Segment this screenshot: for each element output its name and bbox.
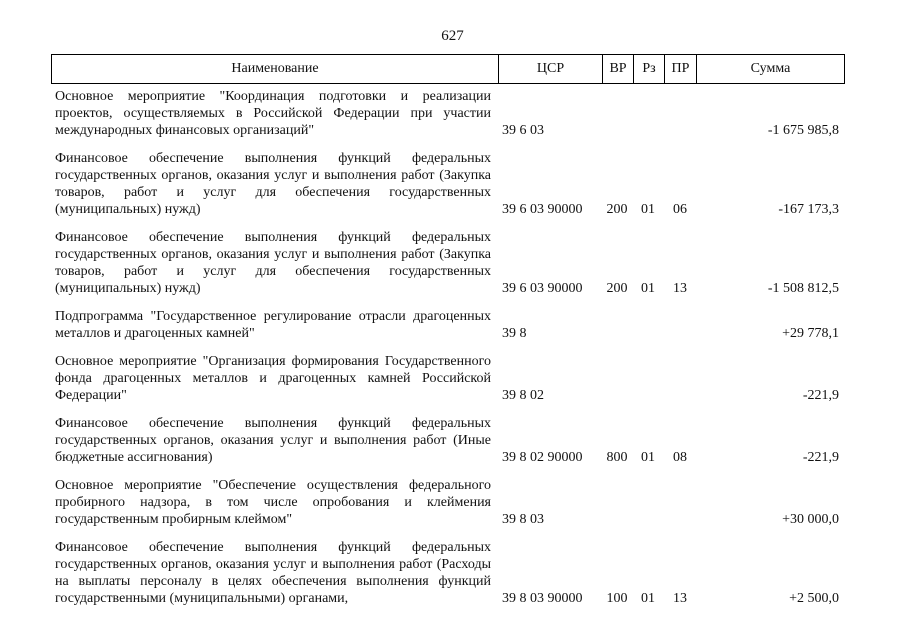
page-number: 627 (441, 28, 464, 44)
row-pr: 13 (673, 281, 687, 296)
row-csr: 39 6 03 90000 (502, 281, 583, 296)
header-csr: ЦСР (499, 55, 603, 83)
table-row (51, 150, 845, 218)
row-rz: 01 (641, 450, 655, 465)
table-row (51, 229, 845, 297)
row-name: Основное мероприятие "Координация подготовки и реализации проектов, осуществляемых в Российской Федерации при участии международных финансовых организаций" (55, 89, 491, 138)
row-rz: 01 (641, 281, 655, 296)
table-row (51, 353, 845, 404)
row-pr: 06 (673, 202, 687, 217)
row-vr: 200 (606, 281, 628, 296)
row-sum: +30 000,0 (782, 512, 839, 527)
table-row (51, 308, 845, 342)
row-sum: -1 675 985,8 (767, 123, 839, 138)
row-sum: +29 778,1 (782, 326, 839, 341)
row-csr: 39 6 03 90000 (502, 202, 583, 217)
header-rz: Рз (634, 55, 665, 83)
row-csr: 39 8 02 90000 (502, 450, 583, 465)
row-vr: 200 (606, 202, 628, 217)
table-body (51, 88, 845, 618)
row-csr: 39 8 03 90000 (502, 591, 583, 606)
header-vr: ВР (603, 55, 634, 83)
header-name: Наименование (52, 55, 499, 83)
row-csr: 39 8 03 (502, 512, 544, 527)
table-row (51, 539, 845, 607)
header-pr: ПР (665, 55, 697, 83)
row-pr: 13 (673, 591, 687, 606)
table-row (51, 477, 845, 528)
header-sum: Сумма (750, 61, 791, 76)
row-name: Финансовое обеспечение выполнения функций федеральных государственных органов, оказания услуг и выполнения работ (Иные бюджетные ассигнования) (55, 416, 491, 465)
row-sum: -221,9 (802, 388, 839, 403)
row-rz: 01 (641, 202, 655, 217)
row-rz: 01 (641, 591, 655, 606)
row-csr: 39 6 03 (502, 123, 544, 138)
row-pr: 08 (673, 450, 687, 465)
row-csr: 39 8 (502, 326, 527, 341)
table-header (51, 54, 845, 84)
row-vr: 800 (606, 450, 628, 465)
row-sum: -167 173,3 (778, 202, 839, 217)
row-csr: 39 8 02 (502, 388, 544, 403)
row-name: Финансовое обеспечение выполнения функций федеральных государственных органов, оказания услуг и выполнения работ (Закупка товаров, работ и услуг для обеспечения государственных (муниципальных) нужд) (55, 230, 491, 296)
row-sum: +2 500,0 (789, 591, 839, 606)
row-name: Основное мероприятие "Организация формирования Государственного фонда драгоценных металлов и драгоценных камней Российской Федерации" (55, 354, 491, 403)
row-name: Финансовое обеспечение выполнения функций федеральных государственных органов, оказания услуг и выполнения работ (Расходы на выплаты персоналу в целях обеспечения выполнения функций государственными (муниципальными) органами, (55, 540, 491, 606)
row-name: Основное мероприятие "Обеспечение осуществления федерального пробирного надзора, в том числе опробования и клеймения государственным пробирным клеймом" (55, 478, 491, 527)
row-name: Подпрограмма "Государственное регулирование отрасли драгоценных металлов и драгоценных камней" (55, 309, 491, 341)
row-name: Финансовое обеспечение выполнения функций федеральных государственных органов, оказания услуг и выполнения работ (Закупка товаров, работ и услуг для обеспечения государственных (муниципальных) нужд) (55, 151, 491, 217)
row-sum: -221,9 (802, 450, 839, 465)
row-sum: -1 508 812,5 (767, 281, 839, 296)
row-vr: 100 (606, 591, 628, 606)
table-row (51, 415, 845, 466)
table-row (51, 88, 845, 139)
